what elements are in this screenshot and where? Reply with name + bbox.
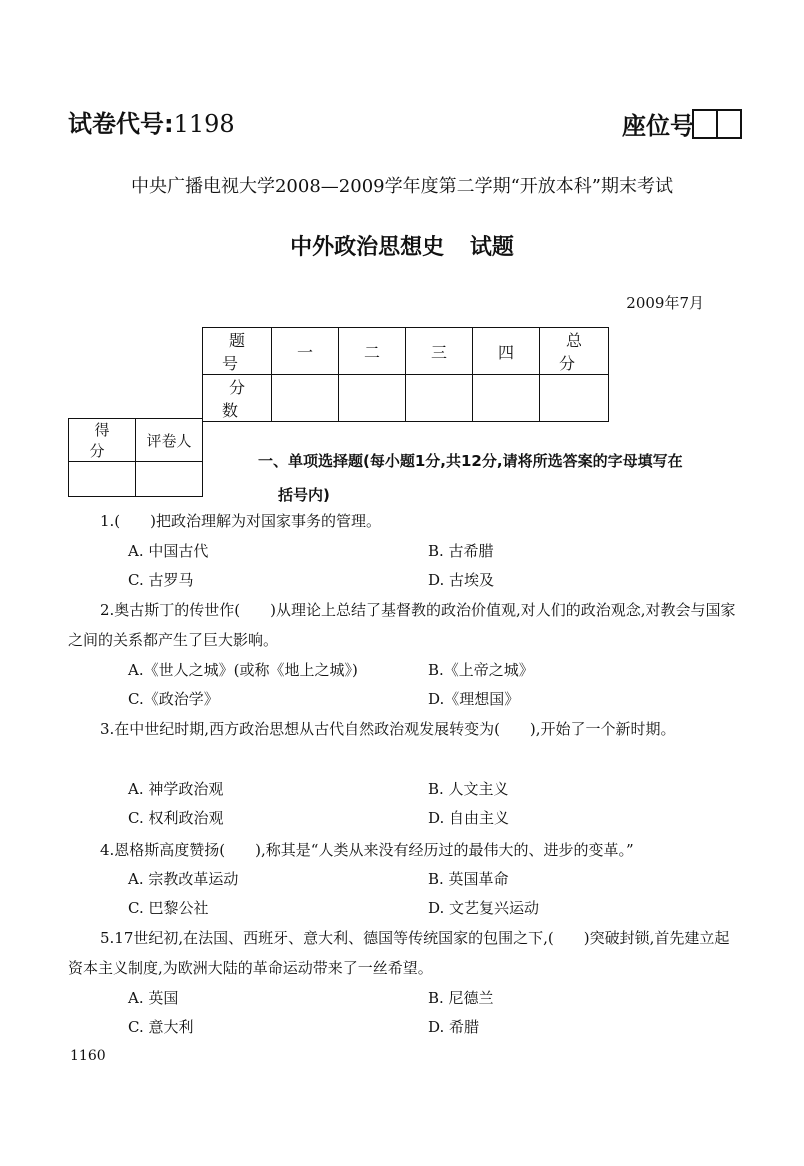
school-line: 中央广播电视大学2008—2009学年度第二学期“开放本科”期末考试 [130, 176, 674, 197]
question-1-stem: 1.( )把政治理解为对国家事务的管理。 [100, 512, 382, 530]
score-table-header-cell: 四 [473, 328, 540, 375]
grader-table [68, 418, 203, 497]
page-title: 中外政治思想史 试题 [290, 235, 514, 260]
question-1-option-b: B. 古希腊 [428, 542, 494, 560]
score-table [202, 327, 609, 422]
score-table-score-label: 分 数 [203, 375, 272, 422]
seat-box-1[interactable] [692, 109, 718, 139]
section-heading-line2: 括号内) [278, 486, 330, 504]
score-cell[interactable] [406, 375, 473, 422]
score-table-header-cell: 一 [272, 328, 339, 375]
score-cell[interactable] [473, 375, 540, 422]
section-heading-line1: 一、单项选择题(每小题1分,共12分,请将所选答案的字母填写在 [258, 452, 683, 470]
grader-score-label: 得 分 [69, 419, 136, 462]
page-number: 1160 [70, 1048, 106, 1064]
question-1-option-c: C. 古罗马 [128, 571, 194, 589]
score-table-header-total: 总 分 [540, 328, 609, 375]
question-5-option-a: A. 英国 [128, 989, 179, 1007]
question-2-option-c: C.《政治学》 [128, 690, 219, 708]
score-cell[interactable] [339, 375, 406, 422]
exam-code-label: 试卷代号 [68, 110, 164, 138]
question-3-option-d: D. 自由主义 [428, 809, 510, 827]
exam-code [68, 104, 235, 139]
question-4-option-a: A. 宗教改革运动 [128, 870, 239, 888]
question-3-stem: 3.在中世纪时期,西方政治思想从古代自然政治观发展转变为( ),开始了一个新时期。 [100, 720, 676, 738]
grader-table-header-row [69, 419, 203, 462]
question-5-stem: 5.17世纪初,在法国、西班牙、意大利、德国等传统国家的包围之下,( )突破封锁,首先建立起资本主义制度,为欧洲大陆的革命运动带来了一丝希望。 [68, 929, 730, 977]
question-4-option-c: C. 巴黎公社 [128, 899, 209, 917]
seat-box-2[interactable] [716, 109, 742, 139]
question-4-option-b: B. 英国革命 [428, 870, 509, 888]
score-table-header-label: 题 号 [203, 328, 272, 375]
question-5-option-d: D. 希腊 [428, 1018, 480, 1036]
seat-number [622, 106, 742, 141]
question-4-stem: 4.恩格斯高度赞扬( ),称其是“人类从来没有经历过的最伟大的、进步的变革。” [100, 841, 634, 859]
question-3-option-a: A. 神学政治观 [128, 780, 224, 798]
question-3-option-b: B. 人文主义 [428, 780, 509, 798]
score-table-header-cell: 二 [339, 328, 406, 375]
question-5-option-b: B. 尼德兰 [428, 989, 494, 1007]
question-3-option-c: C. 权利政治观 [128, 809, 224, 827]
score-table-header-row [203, 328, 609, 375]
grader-name-cell[interactable] [136, 462, 203, 497]
exam-code-sep: : [164, 110, 174, 138]
question-4-option-d: D. 文艺复兴运动 [428, 899, 540, 917]
question-1-option-a: A. 中国古代 [128, 542, 209, 560]
grader-score-cell[interactable] [69, 462, 136, 497]
exam-code-value: 1198 [173, 110, 235, 138]
question-2-option-d: D.《理想国》 [428, 690, 520, 708]
question-5-option-c: C. 意大利 [128, 1018, 194, 1036]
score-table-score-row [203, 375, 609, 422]
score-cell[interactable] [272, 375, 339, 422]
grader-name-label: 评卷人 [136, 419, 203, 462]
section-heading [258, 444, 748, 512]
exam-date: 2009年7月 [626, 294, 704, 312]
grader-table-entry-row [69, 462, 203, 497]
question-2-stem: 2.奥古斯丁的传世作( )从理论上总结了基督教的政治价值观,对人们的政治观念,对教会与国家之间的关系都产生了巨大影响。 [68, 601, 736, 649]
question-2-option-b: B.《上帝之城》 [428, 661, 534, 679]
question-2-option-a: A.《世人之城》(或称《地上之城》) [128, 661, 358, 679]
score-table-header-cell: 三 [406, 328, 473, 375]
score-cell-total[interactable] [540, 375, 609, 422]
question-1-option-d: D. 古埃及 [428, 571, 495, 589]
seat-label: 座位号 [622, 112, 694, 140]
